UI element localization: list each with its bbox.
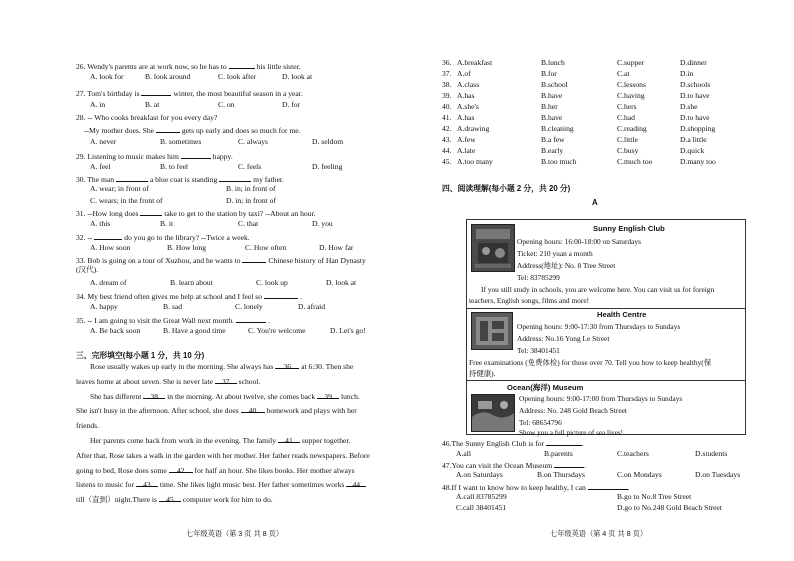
choice-d[interactable]: D.a little [680, 135, 707, 144]
section-heading-reading: 四、阅读理解(每小题 2 分，共 20 分) [442, 184, 571, 193]
choice-d[interactable]: D.schools [680, 80, 711, 89]
answer-blank[interactable] [546, 437, 582, 446]
question-stem-end: his little sister. [256, 62, 301, 71]
cloze-line: till（直到）night.There is 45 computer work for him to do. [76, 495, 273, 505]
option-d[interactable]: D. you [312, 219, 333, 228]
question-33-line2: (汉代). [76, 265, 99, 274]
answer-blank[interactable] [229, 60, 255, 69]
cloze-line: Her parents come back from work in the evening. The family 41 supper together. [90, 435, 351, 445]
museum-tel: Tel: 68654796 [519, 418, 562, 427]
choice-row: 39. [442, 91, 452, 100]
section-heading-cloze: 三、完形填空(每小题 1 分，共 10 分) [76, 351, 205, 360]
choice-c[interactable]: C.reading [617, 124, 647, 133]
question-29: 29. Listening to music makes him happy. [76, 152, 233, 161]
option-b[interactable]: B. in; in front of [226, 184, 276, 193]
health-address: Address: No.16 Yong Le Street [517, 334, 610, 343]
option-d[interactable]: D. for [282, 100, 301, 109]
answer-blank[interactable] [141, 87, 171, 96]
cloze-line: listens to music for 43 time. She likes light music best. Her father sometimes works 44 [76, 478, 386, 493]
cloze-passage [76, 360, 386, 508]
cloze-line: going to bed, Rose does some 42 for half an hour. She likes books. Her mother always [76, 465, 355, 475]
option-a[interactable]: A. look for [90, 72, 124, 81]
option-b[interactable]: B. to feel [160, 162, 189, 171]
choice-d[interactable]: D.quick [680, 146, 705, 155]
page-footer: 七年级英语（第 3 页 共 8 页） [186, 529, 284, 538]
choice-d[interactable]: D.dinner [680, 58, 707, 67]
choice-a[interactable]: A.has [457, 113, 475, 122]
option-d[interactable]: D. Let's go! [330, 326, 366, 335]
museum-description: Show you a full picture of sea lives! [519, 429, 623, 437]
choice-d[interactable]: D.to have [680, 91, 710, 100]
question-stem: -- Who cooks breakfast for you every day? [87, 113, 218, 122]
answer-blank[interactable] [140, 207, 162, 216]
answer-blank[interactable] [116, 173, 148, 182]
option-a[interactable]: A.all [456, 449, 471, 458]
question-28: 28. -- Who cooks breakfast for you every day? [76, 113, 218, 122]
health-hours: Opening hours: 9:00-17:30 from Thursdays to Sundays [517, 322, 681, 331]
club-title: Sunny English Club [593, 224, 665, 233]
cloze-line: After that, Rose takes a walk in the garden with her mother. Her father reads newspapers. Before [76, 450, 370, 460]
option-a[interactable]: A. happy [90, 302, 118, 311]
choice-b[interactable]: B.have [541, 91, 563, 100]
option-a[interactable]: A. in [90, 100, 106, 109]
option-b[interactable]: B. look around [145, 72, 191, 81]
cloze-blank-43[interactable]: 43 [136, 478, 158, 487]
health-tel: Tel: 38401451 [517, 346, 560, 355]
right-page [410, 0, 794, 561]
health-title: Health Centre [597, 310, 647, 319]
cloze-blank-42[interactable]: 42 [169, 464, 193, 473]
choice-row: 36. [442, 58, 452, 67]
museum-photo-icon [472, 395, 514, 431]
choice-row: 41. [442, 113, 452, 122]
option-c[interactable]: C. always [238, 137, 268, 146]
cloze-blank-38[interactable]: 38 [143, 390, 165, 399]
choice-c[interactable]: C.little [617, 135, 638, 144]
cloze-blank-44[interactable]: 44 [346, 478, 366, 487]
option-c[interactable]: C. lonely [235, 302, 263, 311]
option-d[interactable]: D. afraid [298, 302, 325, 311]
option-c[interactable]: C. How often [245, 243, 287, 252]
option-d[interactable]: D.students [695, 449, 728, 458]
cloze-line: She isn't busy in the afternoon. After school, she does 40 homework and plays with her [76, 406, 357, 416]
question-48: 48.If I want to know how to keep healthy, I can . [442, 483, 630, 492]
cloze-blank-39[interactable]: 39 [317, 390, 339, 399]
option-d[interactable]: D. seldom [312, 137, 344, 146]
question-27: 27. Tom's birthday is winter, the most beautiful season in a year. [76, 89, 303, 98]
option-b[interactable]: B. sad [163, 302, 182, 311]
option-b[interactable]: B.parents [544, 449, 573, 458]
option-b[interactable]: B. learn about [170, 278, 213, 287]
answer-blank[interactable] [94, 231, 122, 240]
answer-blank[interactable] [554, 459, 584, 468]
choice-a[interactable]: A.few [457, 135, 476, 144]
choice-b[interactable]: B.too much [541, 157, 577, 166]
cloze-blank-37[interactable]: 37 [215, 375, 237, 384]
passage-label: A [592, 198, 598, 207]
option-c[interactable]: C.call 38401451 [456, 503, 507, 512]
choice-a[interactable]: A.late [457, 146, 476, 155]
question-31: 31. --How long does take to get to the station by taxi? --About an hour. [76, 209, 316, 218]
option-c[interactable]: C. feels [238, 162, 262, 171]
question-stem: Tom's birthday is [87, 89, 140, 98]
answer-blank[interactable] [588, 481, 628, 490]
question-35: 35. -- I am going to visit the Great Wall next month. . [76, 316, 270, 325]
cloze-blank-40[interactable]: 40 [241, 404, 265, 413]
option-b[interactable]: B.go to No.8 Tree Street [617, 492, 692, 501]
option-a[interactable]: A. dream of [90, 278, 127, 287]
question-number: 26. [76, 62, 86, 71]
divider [467, 380, 745, 381]
choice-c[interactable]: C.at [617, 69, 630, 78]
option-a[interactable]: A. never [90, 137, 117, 146]
club-photo-icon [472, 225, 514, 271]
choice-b[interactable]: B.early [541, 146, 564, 155]
answer-blank[interactable] [219, 173, 251, 182]
choice-b[interactable]: B.lunch [541, 58, 565, 67]
museum-title: Ocean(海洋) Museum [507, 383, 584, 392]
cloze-line: Rose usually wakes up early in the morning. She always has 36 at 6:30. Then she [90, 362, 354, 371]
question-28-line2: --My mother does. She gets up early and does so much for me. [84, 126, 301, 135]
answer-blank[interactable] [236, 314, 266, 323]
option-a[interactable]: A.on Saturdays [456, 470, 503, 479]
question-stem-end: winter, the most beautiful season in a year. [173, 89, 303, 98]
club-picture [471, 224, 515, 272]
museum-address: Address: No. 248 Gold Beach Street [519, 406, 627, 415]
choice-c[interactable]: C.much too [617, 157, 653, 166]
option-a[interactable]: A. Be back soon [90, 326, 141, 335]
choice-row: 44. [442, 146, 452, 155]
option-b[interactable]: B.on Thursdays [537, 470, 585, 479]
choice-b[interactable]: B.cleaning [541, 124, 574, 133]
choice-a[interactable]: A.too many [457, 157, 493, 166]
choice-a[interactable]: A.drawing [457, 124, 490, 133]
option-d[interactable]: D. feeling [312, 162, 343, 171]
advertisement-box [466, 219, 746, 435]
choice-a[interactable]: A.of [457, 69, 471, 78]
health-photo-icon [472, 313, 512, 349]
question-stem: Wendy's parents are at work now, so he has to [87, 62, 227, 71]
choice-c[interactable]: C.busy [617, 146, 639, 155]
answer-blank[interactable] [242, 254, 266, 263]
option-c[interactable]: C. look up [256, 278, 288, 287]
choice-d[interactable]: D.many too [680, 157, 716, 166]
option-d[interactable]: D. in; in front of [226, 196, 276, 205]
option-c[interactable]: C. on [218, 100, 235, 109]
cloze-line: friends. [76, 421, 99, 431]
option-a[interactable]: A. How soon [90, 243, 131, 252]
choice-a[interactable]: A.she's [457, 102, 479, 111]
club-hours: Opening hours: 16:00-18:00 on Saturdays [517, 237, 641, 246]
question-46: 46.The Sunny English Club is for . [442, 439, 584, 448]
option-c[interactable]: C. that [238, 219, 259, 228]
club-tel: Tel: 83785299 [517, 273, 560, 282]
health-picture [471, 312, 513, 350]
choice-c[interactable]: C.supper [617, 58, 645, 67]
cloze-line: leaves home at about seven. She is never late 37 school. [76, 376, 261, 386]
choice-row: 37. [442, 69, 452, 78]
option-d[interactable]: D. look at [282, 72, 313, 81]
choice-d[interactable]: D.she [680, 102, 698, 111]
divider [467, 308, 745, 309]
choice-d[interactable]: D.shopping [680, 124, 716, 133]
club-address: Address(地址): No. 8 Tree Street [517, 261, 616, 270]
cloze-blank-41[interactable]: 41 [278, 434, 300, 443]
choice-d[interactable]: D.in [680, 69, 694, 78]
option-c[interactable]: C. wears; in the front of [90, 196, 163, 205]
question-33: 33. Bob is going on a tour of Xuzhou, and he wants to Chinese history of Han Dynasty [76, 256, 366, 265]
choice-d[interactable]: D.to have [680, 113, 710, 122]
question-26 [76, 60, 301, 72]
answer-blank[interactable] [156, 124, 180, 133]
option-d[interactable]: D.go to No.248 Gold Beach Street [617, 503, 722, 512]
answer-blank[interactable] [181, 150, 211, 159]
option-b[interactable]: B. it [160, 219, 174, 228]
club-ticket: Ticket: 210 yuan a month [517, 249, 593, 258]
cloze-line: She has different 38 in the morning. At about twelve, she comes back 39 lunch. [90, 391, 360, 401]
option-c[interactable]: C. You're welcome [248, 326, 306, 335]
club-description: If you still study in schools, you are welcome here. You can visit us for foreign [481, 285, 715, 294]
option-c[interactable]: C.on Mondays [617, 470, 662, 479]
question-32: 32. -- do you go to the library? --Twice a week. [76, 233, 250, 242]
answer-blank[interactable] [264, 290, 298, 299]
choice-c[interactable]: C.having [617, 91, 645, 100]
option-b[interactable]: B. How long [167, 243, 207, 252]
option-d[interactable]: D.on Tuesdays [695, 470, 741, 479]
choice-c[interactable]: C.had [617, 113, 635, 122]
choice-b[interactable]: B.her [541, 102, 558, 111]
question-30: 30. The man a blue coat is standing my father. [76, 175, 284, 184]
question-34: 34. My best friend often gives me help at school and I feel so . [76, 292, 302, 301]
question-47: 47.You can visit the Ocean Museum . [442, 461, 586, 470]
page-footer: 七年级英语（第 4 页 共 8 页） [550, 529, 648, 538]
option-b[interactable]: B. sometimes [160, 137, 202, 146]
choice-b[interactable]: B.a few [541, 135, 565, 144]
option-b[interactable]: B. Have a good time [163, 326, 226, 335]
club-description-2: teachers, English songs, films and more! [469, 296, 590, 305]
cloze-blank-45[interactable]: 45 [159, 493, 181, 502]
choice-row: 38. [442, 80, 452, 89]
option-a[interactable]: A.call 83785299 [456, 492, 507, 501]
choice-a[interactable]: A.breakfast [457, 58, 493, 67]
cloze-blank-36[interactable]: 36 [275, 360, 299, 369]
option-a[interactable]: A. wear; in front of [90, 184, 149, 193]
option-a[interactable]: A. this [90, 219, 111, 228]
choice-a[interactable]: A.class [457, 80, 480, 89]
option-d[interactable]: D. look at [326, 278, 357, 287]
choice-a[interactable]: A.has [457, 91, 475, 100]
choice-row: 45. [442, 157, 452, 166]
choice-row: 43. [442, 135, 452, 144]
health-description: Free examinations (免费体检) for those over 70. Tell you how to keep healthy(保 [469, 358, 712, 367]
choice-c[interactable]: C.lessons [617, 80, 646, 89]
museum-picture [471, 394, 515, 432]
health-description-2: 持健康). [469, 369, 496, 378]
option-d[interactable]: D. How far [319, 243, 354, 252]
choice-row: 42. [442, 124, 452, 133]
choice-b[interactable]: B.school [541, 80, 568, 89]
choice-b[interactable]: B.have [541, 113, 563, 122]
choice-row: 40. [442, 102, 452, 111]
option-a[interactable]: A. feel [90, 162, 111, 171]
museum-hours: Opening hours: 9:00-17:00 from Thursdays to Sundays [519, 394, 683, 403]
option-c[interactable]: C. look after [218, 72, 257, 81]
option-c[interactable]: C.teachers [617, 449, 649, 458]
option-b[interactable]: B. at [145, 100, 160, 109]
choice-c[interactable]: C.hers [617, 102, 637, 111]
choice-b[interactable]: B.for [541, 69, 557, 78]
